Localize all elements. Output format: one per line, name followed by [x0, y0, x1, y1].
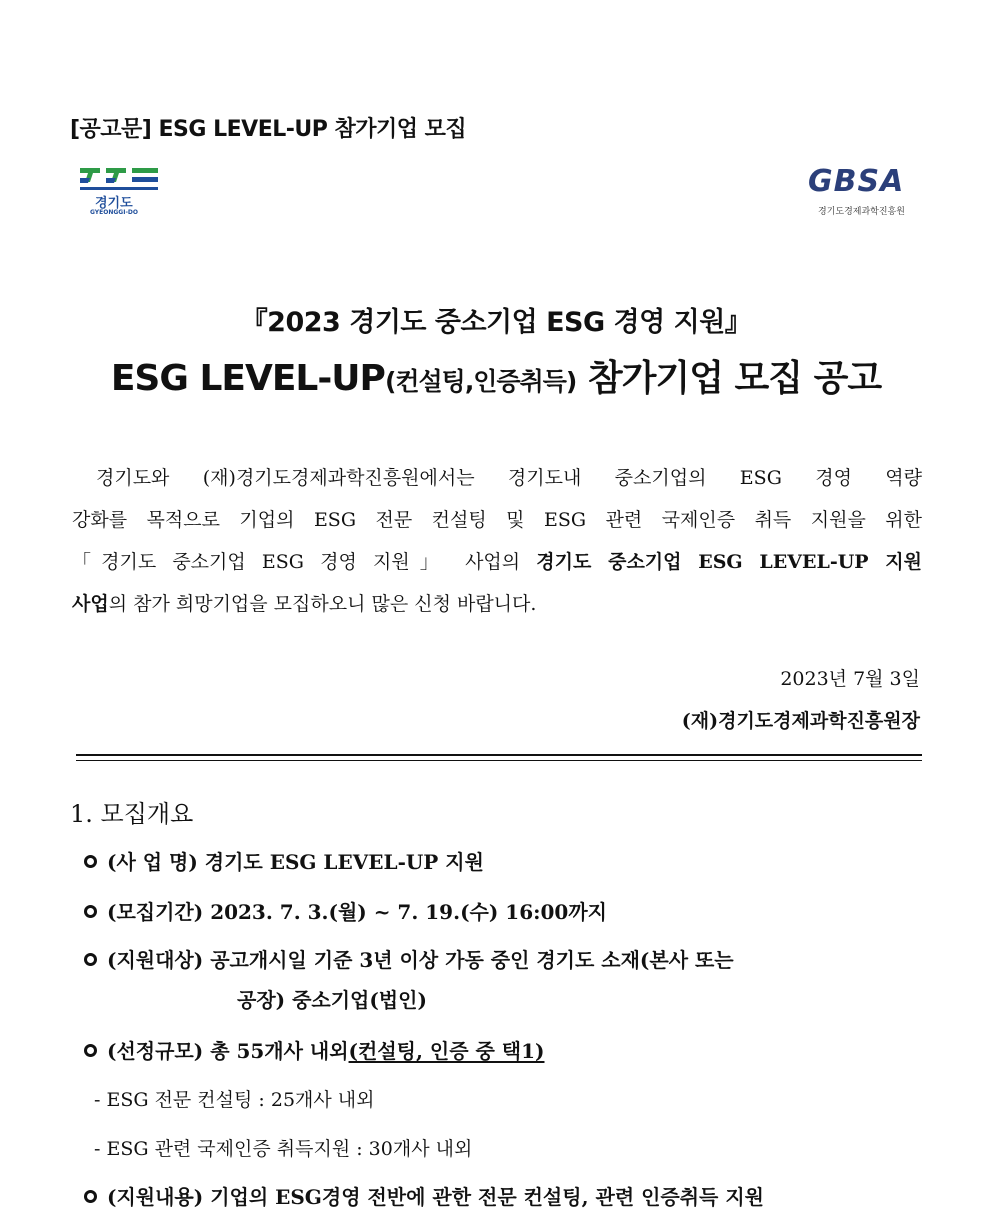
overview-item-eligibility-cont: 공장) 중소기업(법인): [237, 988, 427, 1012]
gyeonggi-logo-text: 경기도: [95, 196, 133, 211]
gyeonggi-logo: [78, 162, 160, 222]
circle-bullet-icon: [84, 905, 97, 918]
item-text-underlined: (컨설팅, 인증 중 택1): [348, 1039, 545, 1063]
item-label: (지원내용): [107, 1185, 204, 1209]
item-label: (모집기간): [107, 900, 204, 924]
section-title: 1. 모집개요: [70, 800, 194, 828]
overview-item-scale: [84, 1037, 544, 1065]
overview-item-project-name: [84, 848, 484, 876]
title-line2-paren: (컨설팅,인증취득): [384, 367, 577, 396]
gbsa-logo-text: GBSA: [808, 164, 905, 199]
intro-line-2: 강화를 목적으로 기업의 ESG 전문 컨설팅 및 ESG 관련 국제인증 취득 지원을 위한: [72, 509, 922, 531]
gbsa-logo-subtext: 경기도경제과학진흥원: [818, 207, 905, 217]
intro-line-3: [72, 550, 922, 574]
intro-line-4-bold: 사업: [72, 593, 109, 615]
announcement-date: 2023년 7월 3일: [780, 668, 920, 690]
item-text: 경기도 ESG LEVEL-UP 지원: [204, 850, 484, 874]
intro-line-4: [72, 592, 922, 616]
overview-item-period: [84, 898, 607, 926]
intro-line-1: 경기도와 (재)경기도경제과학진흥원에서는 경기도내 중소기업의 ESG 경영 역량: [96, 467, 922, 489]
circle-bullet-icon: [84, 1044, 97, 1057]
title-line2-tail: 참가기업 모집 공고: [576, 358, 882, 399]
notice-label: [공고문] ESG LEVEL-UP 참가기업 모집: [70, 117, 467, 142]
intro-line-4-text: 의 참가 희망기업을 모집하오니 많은 신청 바랍니다.: [108, 593, 537, 615]
item-text: 2023. 7. 3.(월) ~ 7. 19.(수) 16:00까지: [210, 900, 607, 924]
circle-bullet-icon: [84, 855, 97, 868]
item-label: (선정규모): [107, 1039, 204, 1063]
divider-thin: [76, 760, 922, 761]
title-line1: 『2023 경기도 중소기업 ESG 경영 지원』: [240, 307, 752, 338]
item-text: 공고개시일 기준 3년 이상 가동 중인 경기도 소재(본사 또는: [210, 948, 734, 972]
item-label: (지원대상): [107, 948, 204, 972]
intro-line-3-text: 「경기도 중소기업 ESG 경영 지원」 사업의: [72, 551, 537, 573]
circle-bullet-icon: [84, 953, 97, 966]
overview-item-eligibility: [84, 946, 734, 974]
divider-thick: [76, 754, 922, 756]
circle-bullet-icon: [84, 1190, 97, 1203]
title-line2: [0, 350, 992, 401]
item-label: (사 업 명): [107, 850, 198, 874]
overview-item-support: [84, 1183, 764, 1211]
gbsa-logo: [806, 164, 918, 222]
sub-item-consulting: - ESG 전문 컨설팅 : 25개사 내외: [94, 1089, 375, 1111]
item-text: 총 55개사 내외: [210, 1039, 349, 1063]
item-text: 기업의 ESG경영 전반에 관한 전문 컨설팅, 관련 인증취득 지원: [210, 1185, 764, 1209]
gyeonggi-logo-subtext: GYEONGGI-DO: [90, 209, 139, 216]
sub-item-certification: - ESG 관련 국제인증 취득지원 : 30개사 내외: [94, 1138, 473, 1160]
title-line2-main: ESG LEVEL-UP: [110, 358, 385, 399]
intro-line-3-bold: 경기도 중소기업 ESG LEVEL-UP 지원: [536, 551, 922, 573]
issuer-name: (재)경기도경제과학진흥원장: [681, 710, 920, 732]
